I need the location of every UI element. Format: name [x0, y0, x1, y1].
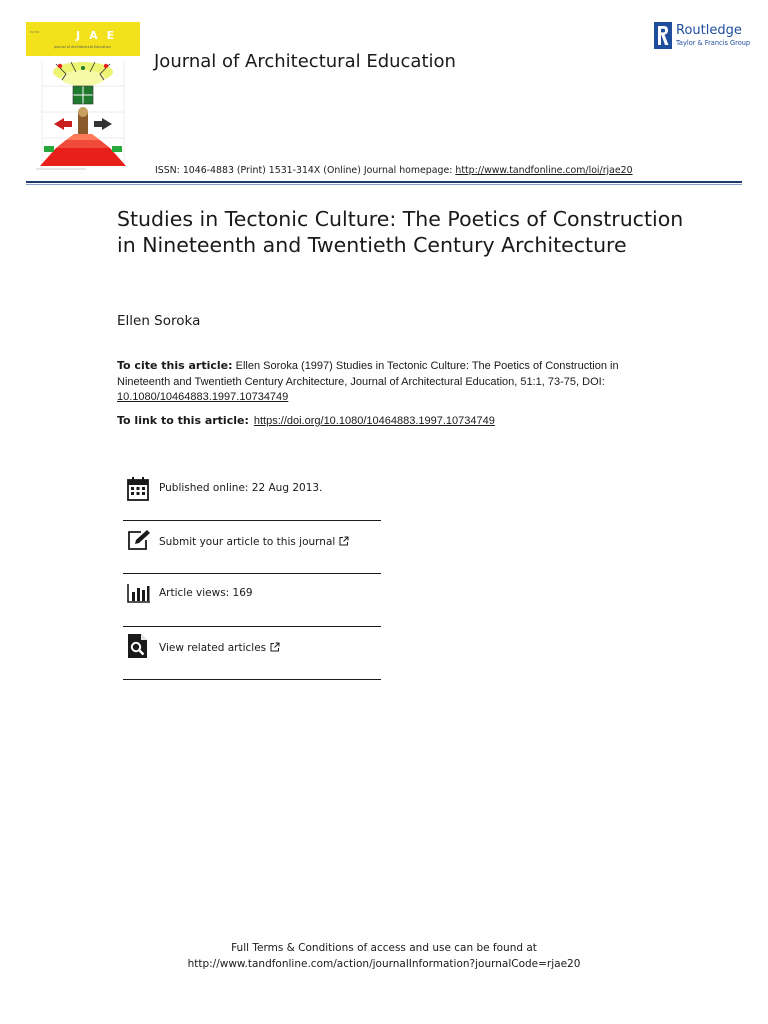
footer-terms-url[interactable]: http://www.tandfonline.com/action/journalInformation?journalCode=rjae20 — [187, 957, 581, 970]
row-divider — [123, 679, 381, 680]
publisher-logo — [654, 22, 751, 50]
article-link-label: To link to this article: — [117, 414, 249, 427]
citation-doi-link[interactable]: 10.1080/10464883.1997.10734749 — [117, 391, 289, 403]
external-link-icon — [270, 642, 280, 652]
edit-icon — [127, 529, 151, 551]
cover-logo-text: JAE — [76, 29, 124, 42]
article-views-text: Article views: 169 — [159, 587, 253, 599]
bar-chart-icon — [127, 583, 151, 603]
row-divider — [123, 626, 381, 627]
related-articles-link[interactable] — [159, 642, 280, 654]
issn-text: ISSN: 1046-4883 (Print) 1531-314X (Online) Journal homepage: — [155, 165, 456, 176]
article-link-block — [117, 414, 677, 427]
article-title: Studies in Tectonic Culture: The Poetics of Construction in Nineteenth and Twentieth Century Architecture — [117, 207, 684, 257]
issn-line — [155, 165, 633, 176]
published-online-text: Published online: 22 Aug 2013. — [159, 482, 323, 494]
document-search-icon — [127, 633, 149, 659]
article-author: Ellen Soroka — [117, 313, 201, 329]
citation-text: Ellen Soroka (1997) Studies in Tectonic Culture: The Poetics of Construction in Nineteenth and Twentieth Century Architecture, Journal of Architectural Education, 51:1, 73-75, DOI: — [117, 360, 619, 388]
publisher-group: Taylor & Francis Group — [676, 39, 751, 47]
published-online-row — [123, 475, 381, 505]
submit-article-link[interactable] — [159, 536, 349, 548]
journal-title: Journal of Architectural Education — [154, 51, 456, 72]
footer-terms — [0, 941, 768, 972]
footer-terms-line: Full Terms & Conditions of access and use can be found at — [231, 942, 537, 954]
cover-volume-text: Vol 51 — [30, 30, 40, 34]
related-articles-row[interactable] — [123, 633, 381, 665]
publisher-name: Routledge — [676, 23, 742, 38]
citation-label: To cite this article: — [117, 359, 233, 372]
header-divider — [26, 181, 742, 183]
row-divider — [123, 573, 381, 574]
cover-artwork — [26, 56, 140, 173]
submit-article-text: Submit your article to this journal — [159, 536, 336, 548]
header-divider-shadow — [26, 184, 742, 185]
citation-block — [117, 359, 652, 406]
article-views-row — [123, 581, 381, 611]
calendar-icon — [127, 476, 149, 501]
related-articles-text: View related articles — [159, 642, 267, 654]
article-doi-link[interactable]: https://doi.org/10.1080/10464883.1997.10734749 — [253, 415, 495, 427]
submit-article-row[interactable] — [123, 528, 381, 558]
cover-subtitle: Journal of Architectural Education — [54, 45, 111, 49]
row-divider — [123, 520, 381, 521]
routledge-mark-icon — [654, 22, 672, 49]
journal-homepage-link[interactable]: http://www.tandfonline.com/loi/rjae20 — [455, 165, 633, 176]
journal-cover-image — [26, 22, 140, 173]
external-link-icon — [339, 536, 349, 546]
